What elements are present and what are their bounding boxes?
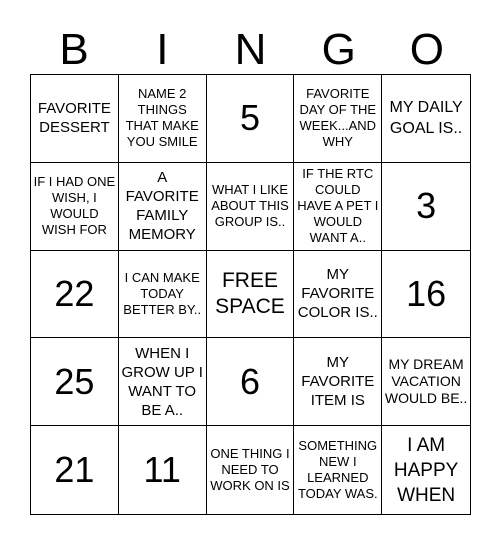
cell-text: I AM HAPPY WHEN	[393, 434, 459, 506]
cell-number: 21	[54, 449, 95, 491]
cell-number: 6	[239, 360, 260, 402]
cell-number: 3	[416, 185, 437, 227]
bingo-cell-r4c3[interactable]	[207, 338, 295, 426]
bingo-cell-r4c2[interactable]	[119, 338, 207, 426]
bingo-board	[30, 74, 471, 515]
cell-text: A FAVORITE FAMILY MEMORY	[125, 169, 199, 244]
cell-number: 16	[406, 272, 447, 314]
bingo-cell-r3c5[interactable]	[382, 251, 470, 339]
cell-text: FAVORITE DAY OF THE WEEK...AND WHY	[299, 86, 377, 150]
bingo-cell-r4c1[interactable]	[31, 338, 119, 426]
cell-text: SOMETHING NEW I LEARNED TODAY WAS.	[297, 438, 378, 502]
bingo-cell-r1c4[interactable]	[294, 75, 382, 163]
bingo-cell-r1c3[interactable]	[207, 75, 295, 163]
header-letter-n: N	[234, 25, 267, 74]
cell-text: MY DREAM VACATION WOULD BE..	[384, 356, 468, 407]
cell-text: WHAT I LIKE ABOUT THIS GROUP IS..	[211, 182, 289, 230]
bingo-cell-r1c1[interactable]	[31, 75, 119, 163]
bingo-cell-r4c4[interactable]	[294, 338, 382, 426]
cell-text: IF THE RTC COULD HAVE A PET I WOULD WANT A..	[297, 166, 379, 246]
bingo-cell-r4c5[interactable]	[382, 338, 470, 426]
bingo-header	[30, 25, 471, 74]
cell-text: NAME 2 THINGS THAT MAKE YOU SMILE	[125, 86, 199, 150]
bingo-cell-r3c1[interactable]	[31, 251, 119, 339]
bingo-cell-r3c4[interactable]	[294, 251, 382, 339]
free-space: FREE SPACE	[215, 268, 285, 318]
cell-text: ONE THING I NEED TO WORK ON IS	[210, 446, 290, 494]
cell-text: MY FAVORITE ITEM IS	[301, 354, 375, 410]
bingo-cell-r2c2[interactable]	[119, 163, 207, 251]
header-letter-b: B	[59, 25, 89, 74]
cell-text: WHEN I GROW UP I WANT TO BE A..	[121, 344, 203, 419]
bingo-cell-r3c3[interactable]	[207, 251, 295, 339]
bingo-cell-r1c5[interactable]	[382, 75, 470, 163]
header-letter-g: G	[321, 25, 356, 74]
bingo-cell-r1c2[interactable]	[119, 75, 207, 163]
bingo-cell-r5c1[interactable]	[31, 426, 119, 514]
cell-text: MY FAVORITE COLOR IS..	[297, 266, 378, 322]
bingo-cell-r5c5[interactable]	[382, 426, 470, 514]
bingo-cell-r2c4[interactable]	[294, 163, 382, 251]
bingo-cell-r5c4[interactable]	[294, 426, 382, 514]
header-letter-o: O	[409, 25, 445, 74]
header-letter-i: I	[156, 25, 169, 74]
bingo-cell-r2c5[interactable]	[382, 163, 470, 251]
bingo-cell-r2c3[interactable]	[207, 163, 295, 251]
bingo-cell-r5c2[interactable]	[119, 426, 207, 514]
bingo-cell-r2c1[interactable]	[31, 163, 119, 251]
cell-text: IF I HAD ONE WISH, I WOULD WISH FOR	[33, 174, 116, 238]
bingo-cell-r5c3[interactable]	[207, 426, 295, 514]
cell-number: 25	[54, 360, 95, 402]
cell-number: 22	[54, 272, 95, 314]
cell-text: FAVORITE DESSERT	[37, 100, 111, 137]
cell-text: I CAN MAKE TODAY BETTER BY..	[123, 269, 202, 317]
cell-number: 5	[239, 97, 260, 139]
cell-number: 11	[143, 449, 181, 491]
bingo-cell-r3c2[interactable]	[119, 251, 207, 339]
cell-text: MY DAILY GOAL IS..	[389, 99, 463, 138]
